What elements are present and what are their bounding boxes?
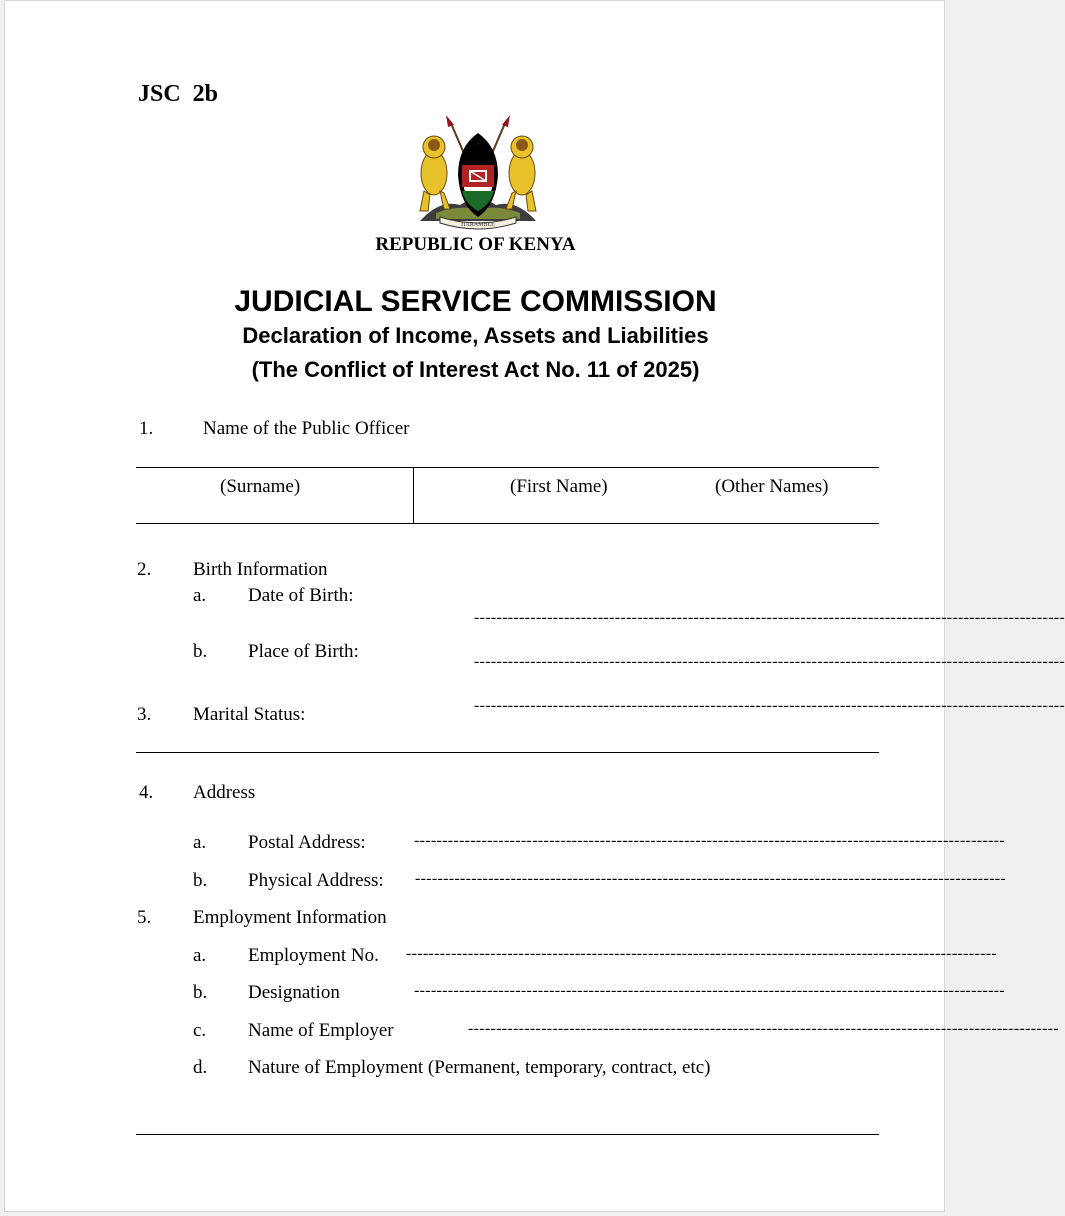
- name-table-divider: [413, 467, 414, 524]
- commission-title: JUDICIAL SERVICE COMMISSION: [234, 285, 717, 318]
- designation-letter: b.: [193, 982, 208, 1003]
- section-5-bottom-line: [136, 1134, 879, 1135]
- marital-status-label: Marital Status:: [193, 704, 306, 725]
- place-of-birth-field[interactable]: ---------------------------------------------------------------------------------------------------------: [474, 653, 1065, 670]
- other-names-column-label: (Other Names): [715, 476, 829, 497]
- republic-heading: REPUBLIC OF KENYA: [375, 234, 576, 255]
- employer-field[interactable]: ---------------------------------------------------------------------------------------------------------: [468, 1020, 1059, 1037]
- designation-field[interactable]: ---------------------------------------------------------------------------------------------------------: [414, 982, 1005, 999]
- employer-letter: c.: [193, 1020, 207, 1041]
- date-of-birth-field[interactable]: ---------------------------------------------------------------------------------------------------------: [474, 609, 1065, 626]
- employment-nature-label: Nature of Employment (Permanent, temporary, contract, etc): [248, 1057, 711, 1078]
- surname-column-label: (Surname): [220, 476, 301, 497]
- section-3-separator: [136, 752, 879, 753]
- name-table-bottom-border: [136, 523, 879, 524]
- date-of-birth-letter: a.: [193, 585, 207, 606]
- document-code: JSC 2b: [138, 81, 219, 107]
- employment-no-field[interactable]: ---------------------------------------------------------------------------------------------------------: [406, 945, 997, 962]
- physical-address-letter: b.: [193, 870, 208, 891]
- postal-address-field[interactable]: ---------------------------------------------------------------------------------------------------------: [414, 832, 1005, 849]
- first-name-column-label: (First Name): [510, 476, 608, 497]
- section-5-label: Employment Information: [193, 907, 387, 928]
- physical-address-field[interactable]: ---------------------------------------------------------------------------------------------------------: [415, 870, 1006, 887]
- place-of-birth-label: Place of Birth:: [248, 641, 359, 662]
- section-1-number: 1.: [139, 418, 154, 439]
- physical-address-label: Physical Address:: [248, 870, 384, 891]
- section-4-number: 4.: [139, 782, 154, 803]
- section-4-label: Address: [193, 782, 256, 803]
- emblem-motto: HARAMBEE: [461, 222, 495, 228]
- coat-of-arms-emblem: [410, 113, 546, 233]
- employment-no-label: Employment No.: [248, 945, 379, 966]
- act-subtitle: (The Conflict of Interest Act No. 11 of 2025): [251, 357, 700, 382]
- place-of-birth-letter: b.: [193, 641, 208, 662]
- postal-address-letter: a.: [193, 832, 207, 853]
- section-1-label: Name of the Public Officer: [203, 418, 410, 439]
- employment-nature-letter: d.: [193, 1057, 208, 1078]
- section-2-label: Birth Information: [193, 559, 328, 580]
- marital-status-field[interactable]: ---------------------------------------------------------------------------------------------------------: [474, 697, 1065, 714]
- declaration-title: Declaration of Income, Assets and Liabilities: [242, 323, 709, 348]
- designation-label: Designation: [248, 982, 340, 1003]
- document-page: [4, 0, 1065, 1212]
- date-of-birth-label: Date of Birth:: [248, 585, 354, 606]
- section-3-number: 3.: [137, 704, 152, 725]
- employment-no-letter: a.: [193, 945, 207, 966]
- section-2-number: 2.: [137, 559, 152, 580]
- postal-address-label: Postal Address:: [248, 832, 366, 853]
- section-5-number: 5.: [137, 907, 152, 928]
- name-table-top-border: [136, 467, 879, 468]
- employer-label: Name of Employer: [248, 1020, 394, 1041]
